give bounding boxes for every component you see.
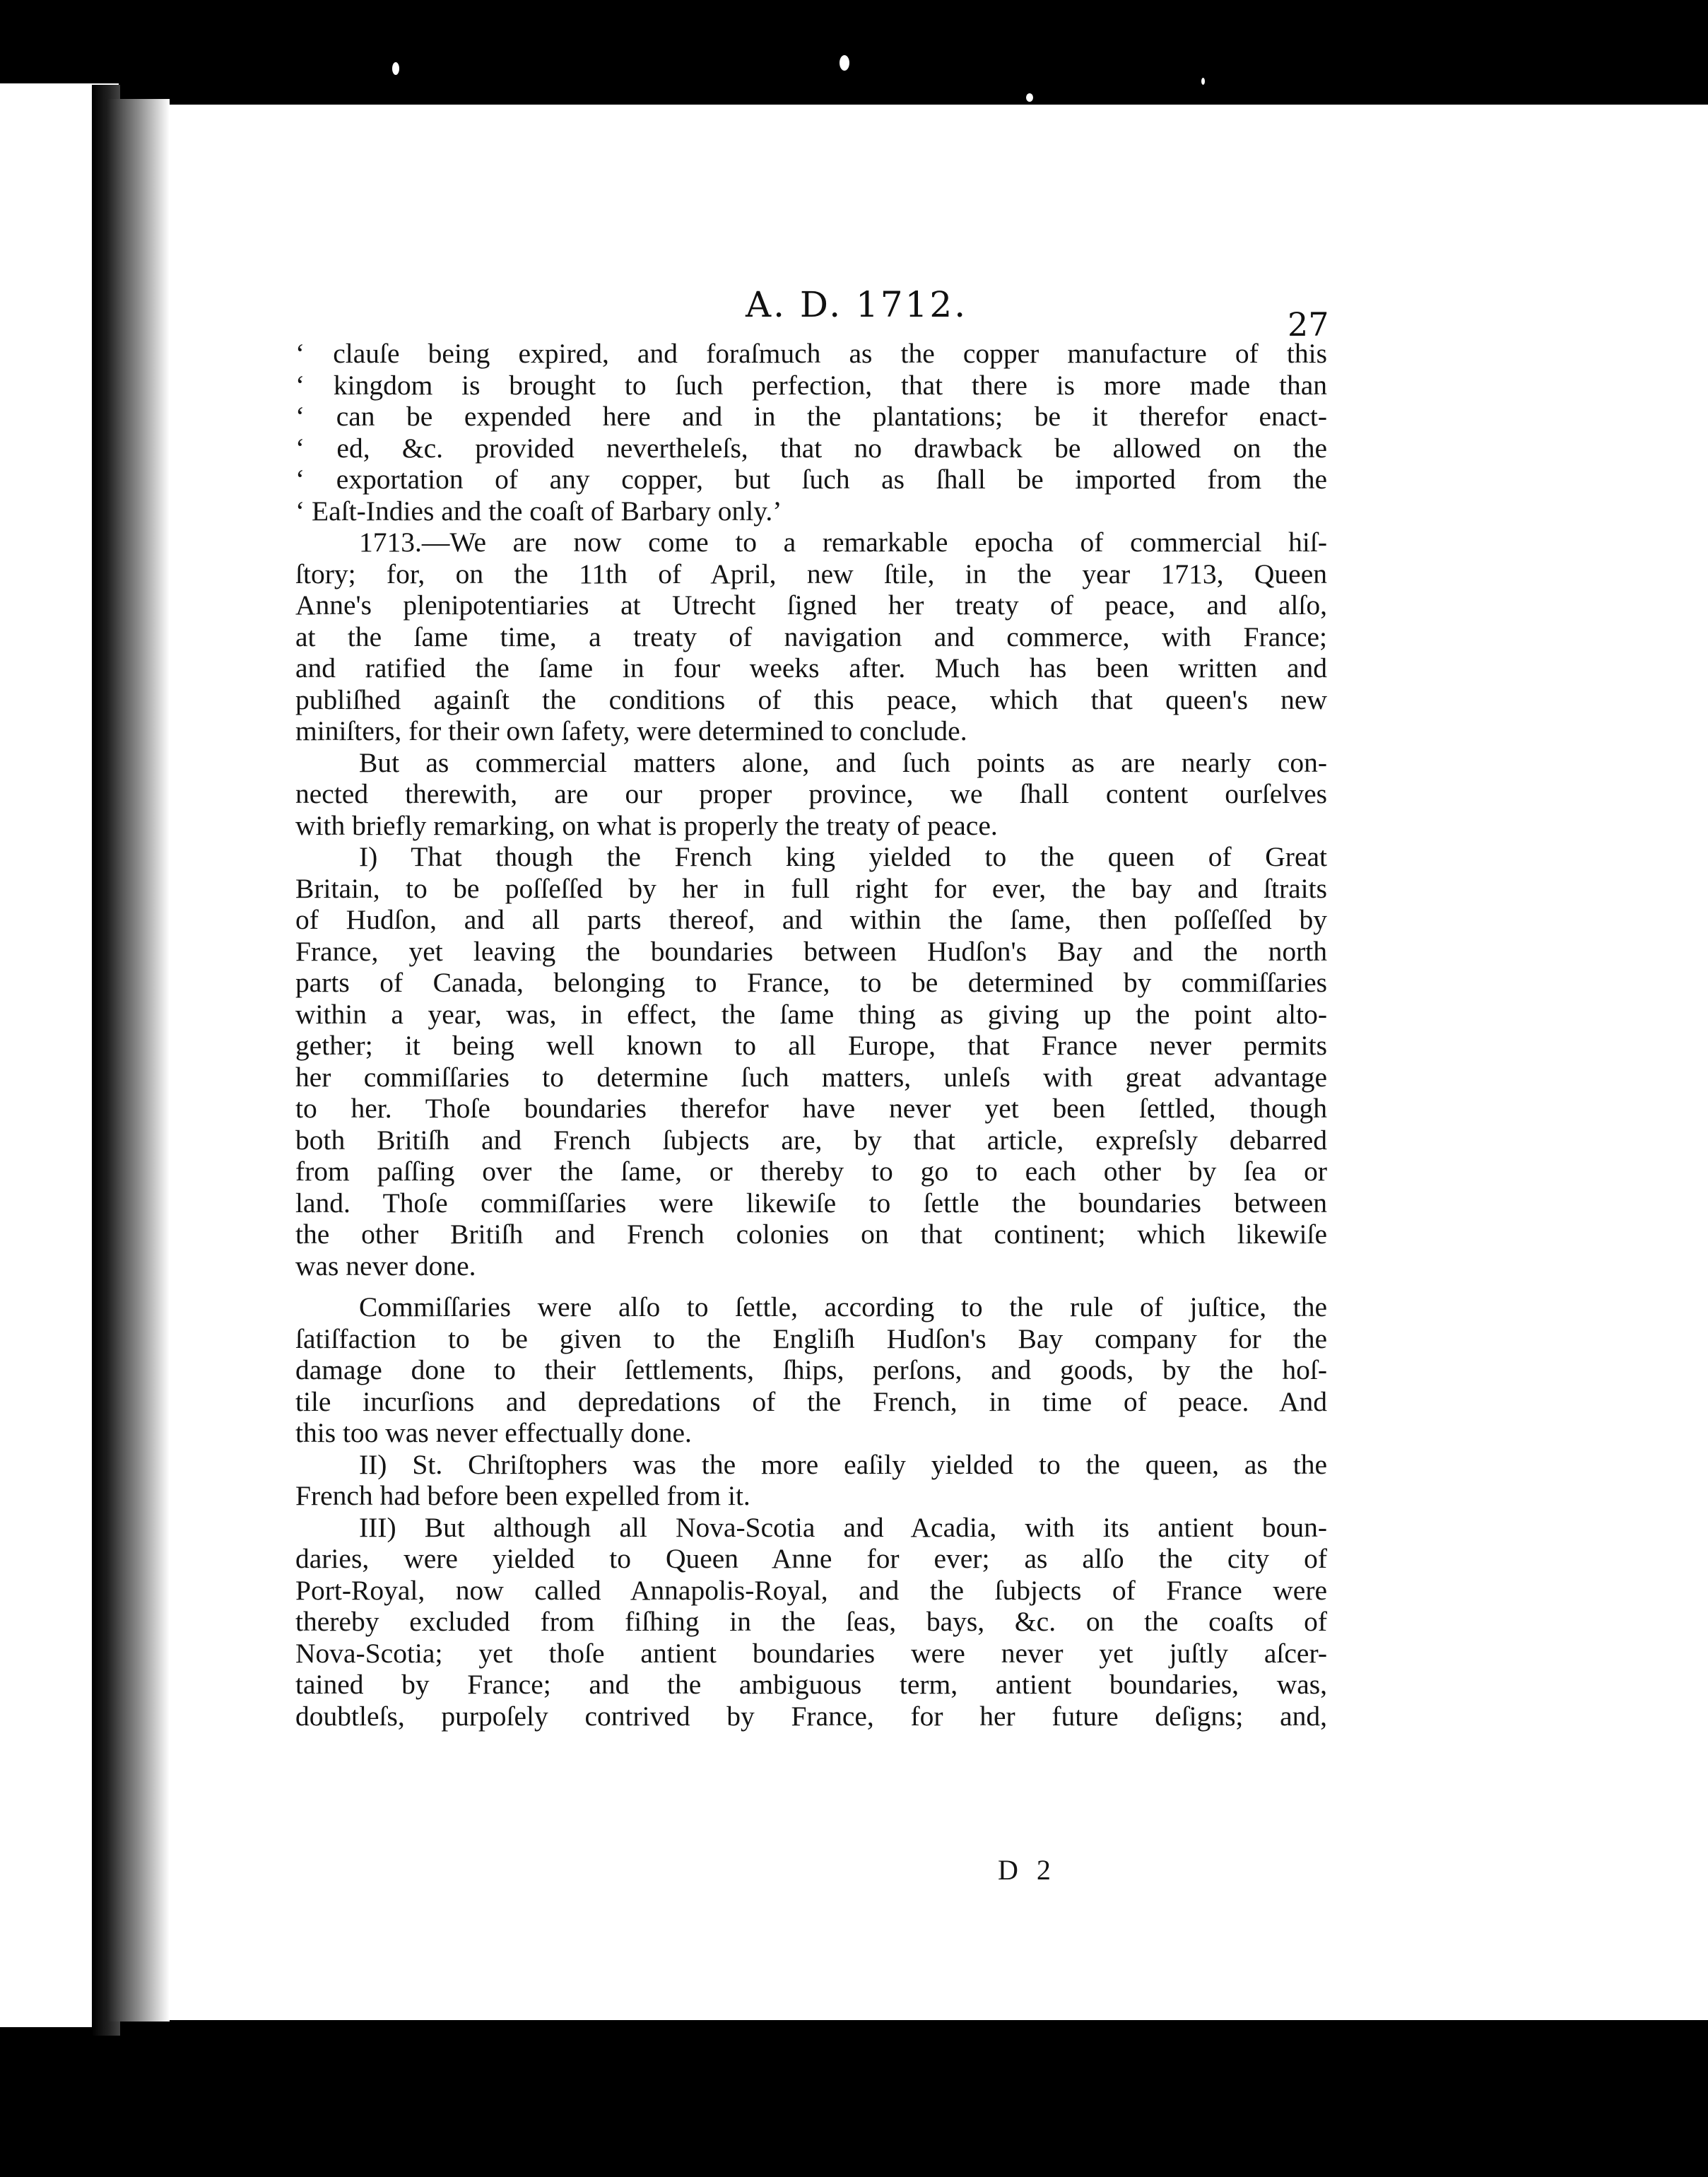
- text-line: the other Britiſh and French colonies on that continent; which likewiſe: [295, 1219, 1327, 1250]
- text-line: gether; it being well known to all Europe, that France never permits: [295, 1030, 1327, 1061]
- text-line: doubtleſs, purpoſely contrived by France, for her future deſigns; and,: [295, 1700, 1327, 1732]
- text-line: Britain, to be poſſeſſed by her in full right for ever, the bay and ſtraits: [295, 872, 1327, 904]
- text-line: thereby excluded from fiſhing in the ſeas, bays, &c. on the coaſts of: [295, 1606, 1327, 1637]
- body-text: [295, 338, 1327, 1732]
- text-line: Nova-Scotia; yet thoſe antient boundaries were never yet juſtly aſcer-: [295, 1637, 1327, 1669]
- text-line: French had before been expelled from it.: [295, 1480, 750, 1511]
- text-line: Anne's plenipotentiaries at Utrecht ſigned her treaty of peace, and alſo,: [295, 589, 1327, 621]
- text-line: Commiſſaries were alſo to ſettle, according to the rule of juſtice, the: [359, 1291, 1327, 1322]
- running-head: A. D. 1712.: [746, 284, 968, 325]
- text-line: Port-Royal, now called Annapolis-Royal, and the ſubjects of France were: [295, 1574, 1327, 1606]
- text-line: with briefly remarking, on what is properly the treaty of peace.: [295, 809, 998, 841]
- text-line: But as commercial matters alone, and ſuch points as are nearly con-: [359, 746, 1327, 778]
- text-line: miniſters, for their own ſafety, were determined to conclude.: [295, 715, 967, 746]
- text-line: tained by France; and the ambiguous term, antient boundaries, was,: [295, 1669, 1327, 1700]
- dust-speck: [392, 62, 399, 75]
- text-line: ſtory; for, on the 11th of April, new ſtile, in the year 1713, Queen: [295, 558, 1327, 589]
- text-line: of Hudſon, and all parts thereof, and within the ſame, then poſſeſſed by: [295, 904, 1327, 935]
- text-line: publiſhed againſt the conditions of this peace, which that queen's new: [295, 683, 1327, 715]
- dust-speck: [1548, 1320, 1556, 1326]
- text-line: ‘ exportation of any copper, but ſuch as ſhall be imported from the: [295, 464, 1327, 495]
- text-line: parts of Canada, belonging to France, to be determined by commiſſaries: [295, 967, 1327, 998]
- text-line: ‘ ed, &c. provided nevertheleſs, that no drawback be allowed on the: [295, 432, 1327, 464]
- text-line: ‘ clauſe being expired, and foraſmuch as the copper manufacture of this: [295, 338, 1327, 369]
- text-line: from paſſing over the ſame, or thereby to go to each other by ſea or: [295, 1156, 1327, 1187]
- text-line: to her. Thoſe boundaries therefor have never yet been ſettled, though: [295, 1093, 1327, 1124]
- text-line: II) St. Chriſtophers was the more eaſily yielded to the queen, as the: [359, 1448, 1327, 1480]
- text-line: ‘ kingdom is brought to ſuch perfection, that there is more made than: [295, 369, 1327, 401]
- text-line: was never done.: [295, 1250, 476, 1281]
- text-line: France, yet leaving the boundaries between Hudſon's Bay and the north: [295, 935, 1327, 967]
- text-line: nected therewith, are our proper province, we ſhall content ourſelves: [295, 778, 1327, 809]
- dust-speck: [840, 55, 849, 71]
- text-line: at the ſame time, a treaty of navigation and commerce, with France;: [295, 621, 1327, 652]
- text-line: within a year, was, in effect, the ſame thing as giving up the point alto-: [295, 998, 1327, 1030]
- text-line: daries, were yielded to Queen Anne for ever; as alſo the city of: [295, 1543, 1327, 1574]
- text-line: her commiſſaries to determine ſuch matters, unleſs with great advantage: [295, 1061, 1327, 1093]
- paragraph-gap: [295, 1281, 1327, 1291]
- text-line: damage done to their ſettlements, ſhips, perſons, and goods, by the hoſ-: [295, 1354, 1327, 1385]
- signature-mark: D 2: [998, 1854, 1056, 1886]
- text-line: 1713.—We are now come to a remarkable epocha of commercial hiſ-: [359, 527, 1327, 558]
- text-line: ſatiſfaction to be given to the Engliſh Hudſon's Bay company for the: [295, 1322, 1327, 1354]
- text-line: I) That though the French king yielded to the queen of Great: [359, 841, 1327, 872]
- page-number: 27: [1288, 305, 1329, 344]
- dust-speck: [1026, 93, 1033, 102]
- text-line: and ratified the ſame in four weeks after. Much has been written and: [295, 652, 1327, 683]
- dust-speck: [1201, 78, 1205, 85]
- text-line: ‘ Eaſt-Indies and the coaſt of Barbary only.’: [295, 495, 782, 527]
- text-line: land. Thoſe commiſſaries were likewiſe to ſettle the boundaries between: [295, 1187, 1327, 1219]
- text-line: both Britiſh and French ſubjects are, by that article, expreſsly debarred: [295, 1124, 1327, 1156]
- text-line: ‘ can be expended here and in the plantations; be it therefor enact-: [295, 401, 1327, 432]
- text-line: tile incurſions and depredations of the French, in time of peace. And: [295, 1385, 1327, 1417]
- text-line: this too was never effectually done.: [295, 1417, 692, 1448]
- gutter-shadow: [106, 99, 170, 2022]
- text-line: III) But although all Nova-Scotia and Acadia, with its antient boun-: [359, 1511, 1327, 1543]
